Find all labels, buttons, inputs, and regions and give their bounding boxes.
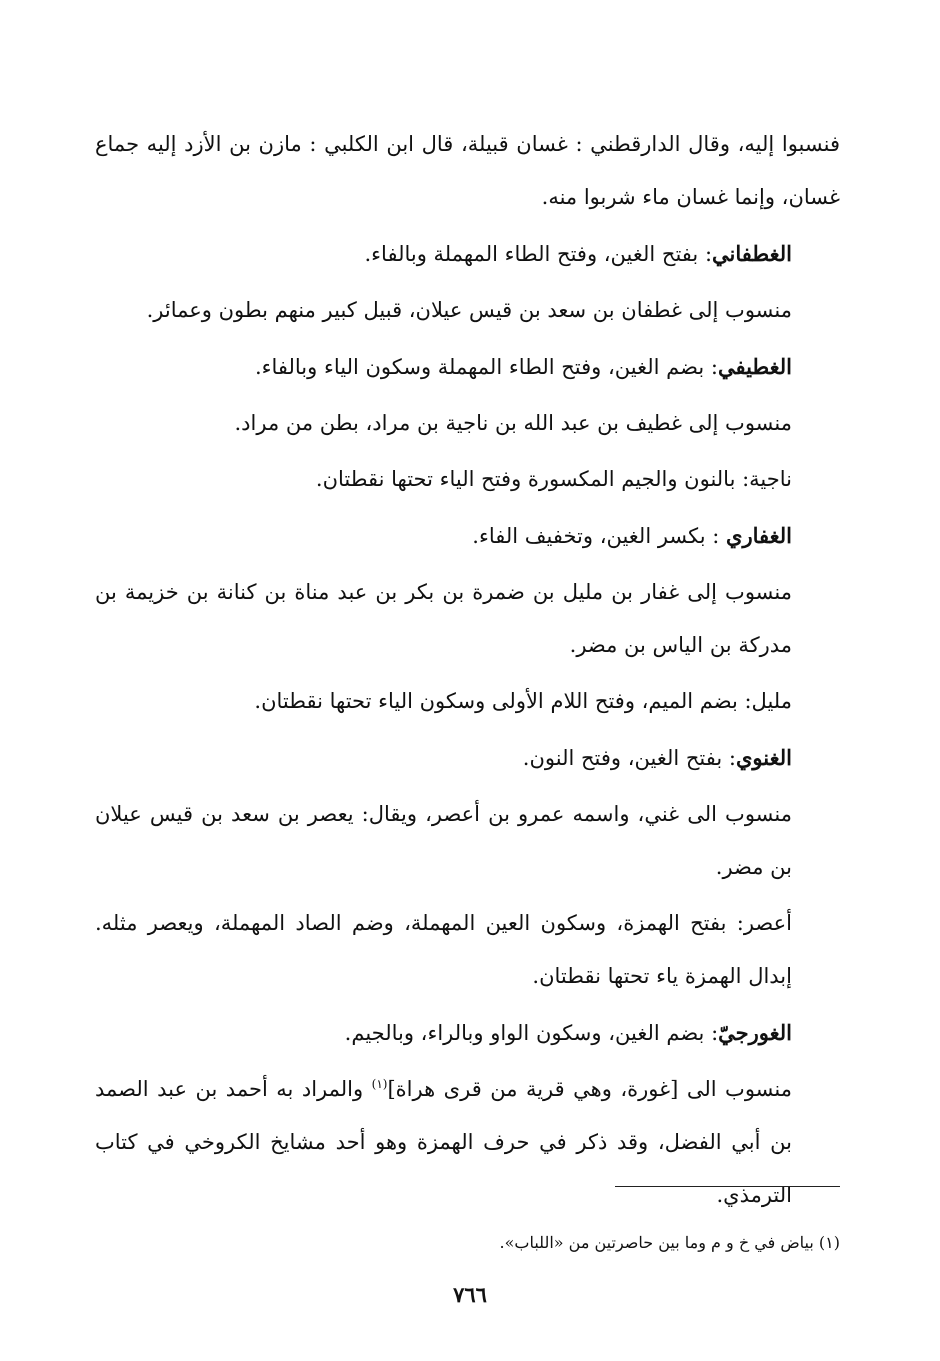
paragraph-11: منسوب الى غني، واسمه عمرو بن أعصر، ويقال: يعصر بن سعد بن قيس عيلان بن مضر.: [95, 802, 792, 879]
paragraph-9: مليل: بضم الميم، وفتح اللام الأولى وسكون الياء تحتها نقطتان.: [254, 689, 792, 713]
paragraph-3: منسوب إلى غطفان بن سعد بن قيس عيلان، قبيل كبير منهم بطون وعمائر.: [146, 298, 792, 322]
paragraph-10: الغنوي: بفتح الغين، وفتح النون.: [522, 745, 792, 770]
footnote: (١) بياض في خ و م وما بين حاصرتين من «اللباب».: [499, 1233, 840, 1252]
footnote-divider: [615, 1186, 840, 1187]
paragraph-12: أعصر: بفتح الهمزة، وسكون العين المهملة، وضم الصاد المهملة، ويعصر مثله. إبدال الهمزة ياء تحتها نقطتان.: [95, 911, 792, 988]
paragraph-7: الغفاري : بكسر الغين، وتخفيف الفاء.: [472, 523, 792, 548]
body-text: [95, 118, 840, 1225]
entry-heading: الغورجيّ: [718, 1020, 792, 1045]
page-number: ٧٦٦: [453, 1282, 487, 1307]
paragraph-13: الغورجيّ: بضم الغين، وسكون الواو وبالراء، وبالجيم.: [344, 1020, 792, 1045]
paragraph-2: الغطفاني: بفتح الغين، وفتح الطاء المهملة وبالفاء.: [364, 241, 792, 266]
paragraph-4: الغطيفي: بضم الغين، وفتح الطاء المهملة وسكون الياء وبالفاء.: [254, 354, 792, 379]
paragraph-1: فنسبوا إليه، وقال الدارقطني : غسان قبيلة، قال ابن الكلبي : مازن بن الأزد إليه جماع غسان، وإنما غسان ماء شربوا منه.: [95, 132, 840, 209]
entry-heading: الغفاري: [726, 523, 792, 548]
entry-heading: الغنوي: [736, 745, 792, 770]
entry-heading: الغطفاني: [712, 241, 792, 266]
paragraph-14: منسوب الى [غورة، وهي قرية من قرى هراة]$^{(١)}$ والمراد به أحمد بن عبد الصمد بن أبي الفضل، وقد ذكر في حرف الهمزة وهو أحد مشايخ الكروخي في كتاب الترمذي.: [95, 1077, 792, 1207]
footnote-marker: (١): [371, 1077, 388, 1091]
paragraph-8: منسوب إلى غفار بن مليل بن ضمرة بن بكر بن عبد مناة بن كنانة بن خزيمة بن مدركة بن الياس بن مضر.: [95, 580, 792, 657]
paragraph-5: منسوب إلى غطيف بن عبد الله بن ناجية بن مراد، بطن من مراد.: [234, 411, 792, 435]
entry-heading: الغطيفي: [717, 354, 792, 379]
paragraph-6: ناجية: بالنون والجيم المكسورة وفتح الياء تحتها نقطتان.: [315, 467, 792, 491]
